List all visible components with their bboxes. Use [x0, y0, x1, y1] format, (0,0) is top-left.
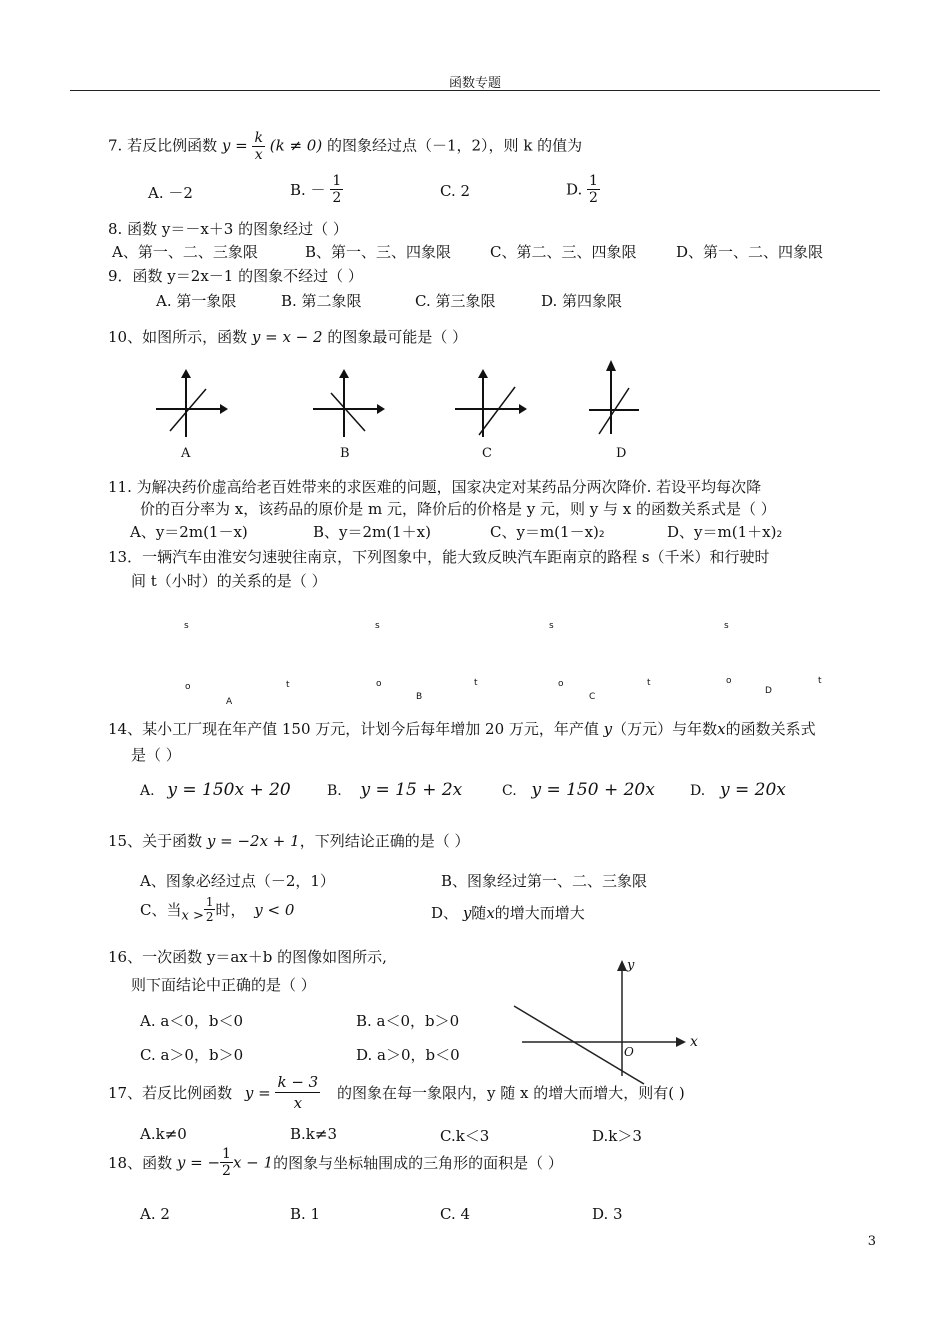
q14-option-c[interactable]	[502, 780, 655, 800]
q16-option-b[interactable]: B. a＜0，b＞0	[356, 1012, 460, 1030]
q7-prefix: 7. 若反比例函数	[108, 136, 218, 155]
q17-option-d[interactable]: D.k＞3	[592, 1127, 642, 1145]
q15-optc-num: 1	[205, 895, 214, 909]
q18-prefix: 18、函数	[108, 1154, 173, 1172]
q18-suffix: 的图象与坐标轴围成的三角形的面积是（ ）	[273, 1154, 563, 1172]
q14-opt-b-formula: y = 15 + 2x	[360, 780, 463, 800]
question-10	[108, 326, 467, 347]
q13-label-b: B	[416, 692, 423, 702]
q7-option-c[interactable]: C. 2	[440, 182, 471, 200]
q13-label-a: A	[226, 697, 233, 707]
q10-graph-b	[307, 365, 387, 440]
q13-d-s-label: s	[724, 621, 729, 631]
page-number: 3	[867, 1234, 876, 1249]
q18-option-b[interactable]: B. 1	[290, 1205, 321, 1223]
q11-option-d[interactable]	[667, 521, 782, 542]
q9-option-d[interactable]: D. 第四象限	[541, 292, 623, 310]
q17-option-b[interactable]: B.k≠3	[290, 1125, 337, 1143]
q18-fraction	[220, 1146, 233, 1179]
q15-opt-d-end: 的增大而增大	[494, 904, 585, 922]
q14-opt-b-letter: B.	[327, 783, 342, 799]
q15-opt-d-x: x	[486, 904, 495, 922]
q11-option-c-sup: 2	[598, 530, 605, 540]
q15-opt-c-end: y < 0	[254, 900, 295, 919]
q7-option-b-label: B. －	[290, 181, 326, 199]
q10-label-a: A	[181, 446, 191, 461]
q15-opt-c-x: x >	[181, 908, 204, 924]
q11-line2: 价的百分率为 x，该药品的原价是 m 元，降价后的价格是 y 元，则 y 与 x 的函数关系式是（ ）	[140, 500, 776, 518]
q14-option-a[interactable]	[140, 780, 291, 800]
q15-option-b[interactable]: B、图象经过第一、二、三象限	[441, 872, 648, 890]
q8-option-d[interactable]: D、第一、二、四象限	[676, 243, 824, 261]
q11-line1: 11. 为解决药价虚高给老百姓带来的求医难的问题，国家决定对某药品分两次降价. 若设平均每次降	[108, 478, 762, 496]
q15-formula: y = −2x + 1	[206, 832, 300, 850]
q13-a-s-label: s	[184, 621, 189, 631]
q7-frac-num: k	[254, 130, 263, 146]
q17-frac-num: k − 3	[277, 1073, 319, 1091]
q11-option-b[interactable]: B、y＝2m(1＋x)	[313, 523, 431, 541]
q7-formula-fraction	[252, 130, 264, 163]
q17-option-c[interactable]: C.k＜3	[440, 1127, 490, 1145]
q13-d-t-label: t	[818, 676, 822, 686]
q13-c-s-label: s	[549, 621, 554, 631]
q17-lhs: y =	[244, 1083, 271, 1102]
q16-axis-x-label: x	[690, 1034, 698, 1050]
q10-label-d: D	[616, 446, 627, 461]
q17-suffix: 的图象在每一象限内，y 随 x 的增大而增大，则有( )	[337, 1084, 685, 1102]
q15-prefix: 15、关于函数	[108, 832, 203, 850]
q10-prefix: 10、如图所示，函数	[108, 328, 248, 346]
q18-option-d[interactable]: D. 3	[592, 1205, 623, 1223]
q11-option-d-text: D、y＝m(1＋x)	[667, 523, 777, 541]
q9-option-c[interactable]: C. 第三象限	[415, 292, 496, 310]
question-17	[108, 1072, 685, 1113]
q13-line2: 间 t（小时）的关系的是（ ）	[131, 572, 327, 590]
q9-option-a[interactable]: A. 第一象限	[156, 292, 237, 310]
q15-opt-d-y: y	[462, 904, 472, 922]
q18-frac-num: 1	[222, 1146, 231, 1162]
q16-line1: 16、一次函数 y＝ax＋b 的图像如图所示,	[108, 948, 387, 966]
q16-option-a[interactable]: A. a＜0，b＜0	[140, 1012, 244, 1030]
q10-label-c: C	[482, 446, 492, 461]
q10-graph-d	[585, 358, 665, 438]
q16-graph	[510, 958, 700, 1078]
q11-option-d-sup: 2	[776, 530, 783, 540]
q7-suffix: 的图象经过点（－1，2），则 k 的值为	[326, 136, 583, 155]
q10-label-b: B	[340, 446, 350, 461]
q9-stem: 9．函数 y＝2x－1 的图象不经过（ ）	[108, 267, 363, 285]
q13-b-t-label: t	[474, 678, 478, 688]
q18-option-a[interactable]: A. 2	[140, 1205, 170, 1223]
q15-option-c[interactable]	[140, 895, 294, 924]
page-header-title: 函数专题	[448, 76, 501, 91]
header-rule	[70, 90, 880, 91]
q11-option-c-text: C、y＝m(1－x)	[490, 523, 599, 541]
q14-option-d[interactable]	[690, 780, 786, 800]
q15-option-a[interactable]: A、图象必经过点（－2，1）	[140, 872, 335, 890]
q7-optd-num: 1	[589, 173, 598, 189]
question-7	[108, 130, 582, 163]
q7-option-d-fraction	[587, 173, 600, 206]
q7-optd-den: 2	[589, 190, 598, 206]
q7-option-d-label: D.	[566, 180, 583, 199]
q13-label-c: C	[589, 692, 596, 702]
q17-prefix: 17、若反比例函数	[108, 1084, 233, 1102]
q14-end-text: 的函数关系式	[725, 720, 816, 738]
q14-mid-text: （万元）与年数	[612, 720, 718, 738]
q18-option-c[interactable]: C. 4	[440, 1205, 471, 1223]
q15-opt-c-pre: C、当	[140, 901, 182, 919]
q8-option-b[interactable]: B、第一、三、四象限	[305, 243, 452, 261]
q10-formula: y = x − 2	[251, 328, 323, 346]
q14-y-var: y	[603, 720, 613, 738]
q16-line2: 则下面结论中正确的是（ ）	[131, 976, 316, 994]
q7-frac-den: x	[254, 147, 263, 163]
q7-optb-num: 1	[332, 173, 342, 189]
q14-opt-c-formula: y = 150 + 20x	[531, 780, 655, 800]
q14-opt-a-letter: A.	[140, 783, 155, 799]
q13-a-o-label: o	[185, 682, 191, 692]
q16-origin-label: O	[624, 1045, 634, 1059]
q14-x-var: x	[717, 720, 726, 738]
q15-opt-d-mid: 随	[471, 904, 487, 922]
q10-graph-c	[449, 365, 529, 440]
q11-option-a[interactable]: A、y＝2m(1－x)	[130, 523, 248, 541]
q7-option-d[interactable]	[566, 173, 600, 206]
q7-option-b[interactable]	[290, 173, 343, 206]
q10-suffix: 的图象最可能是（ ）	[327, 328, 468, 346]
q15-opt-c-fraction	[204, 895, 216, 924]
q14-opt-a-formula: y = 150x + 20	[167, 780, 291, 800]
q13-label-d: D	[765, 686, 772, 696]
question-15	[108, 830, 469, 851]
q15-opt-d-pre: D、	[431, 904, 459, 922]
q16-option-c[interactable]: C. a＞0，b＞0	[140, 1046, 244, 1064]
q16-axis-y-label: y	[627, 958, 635, 973]
q17-fraction	[275, 1072, 320, 1113]
q13-c-t-label: t	[647, 678, 651, 688]
q15-suffix: ，下列结论正确的是（ ）	[299, 832, 470, 850]
q7-formula-lhs: y =	[221, 136, 248, 155]
q13-a-t-label: t	[286, 680, 290, 690]
q17-frac-den: x	[293, 1094, 303, 1112]
q13-b-s-label: s	[375, 621, 380, 631]
q10-graph-a	[150, 365, 230, 440]
q18-frac-den: 2	[222, 1163, 231, 1179]
q7-optb-den: 2	[332, 190, 342, 206]
q11-option-c[interactable]	[490, 521, 605, 542]
question-14-line1	[108, 718, 816, 739]
q14-line2: 是（ ）	[131, 746, 181, 764]
q13-c-o-label: o	[558, 679, 564, 689]
q7-formula-cond: (k ≠ 0)	[269, 136, 323, 155]
q14-line1-text: 14、某小工厂现在年产值 150 万元，计划今后每年增加 20 万元，年产值	[108, 720, 599, 738]
q7-option-b-fraction	[330, 173, 343, 206]
q18-lhs: y = −	[176, 1153, 221, 1172]
q9-option-b[interactable]: B. 第二象限	[281, 292, 362, 310]
q15-optc-den: 2	[205, 910, 214, 924]
q13-d-o-label: o	[726, 676, 732, 686]
q14-opt-d-letter: D.	[690, 783, 706, 799]
q15-opt-c-mid: 时，	[215, 901, 246, 919]
q7-option-a[interactable]: A. －2	[148, 184, 193, 202]
q18-rhs: x − 1	[232, 1153, 274, 1172]
q16-option-d[interactable]: D. a＞0，b＜0	[356, 1046, 460, 1064]
q8-option-c[interactable]: C、第二、三、四象限	[490, 243, 637, 261]
q8-option-a[interactable]: A、第一、二、三象限	[112, 243, 258, 261]
q13-line1: 13．一辆汽车由淮安匀速驶往南京，下列图象中，能大致反映汽车距南京的路程 s（千米）和行驶时	[108, 548, 770, 566]
q15-option-d[interactable]	[431, 902, 585, 923]
q13-b-o-label: o	[376, 679, 382, 689]
q8-stem: 8. 函数 y＝－x＋3 的图象经过（ ）	[108, 220, 348, 238]
q14-option-b[interactable]	[327, 780, 462, 800]
q14-opt-c-letter: C.	[502, 783, 517, 799]
q17-option-a[interactable]: A.k≠0	[140, 1125, 187, 1143]
question-18	[108, 1146, 563, 1179]
q14-opt-d-formula: y = 20x	[719, 780, 786, 800]
